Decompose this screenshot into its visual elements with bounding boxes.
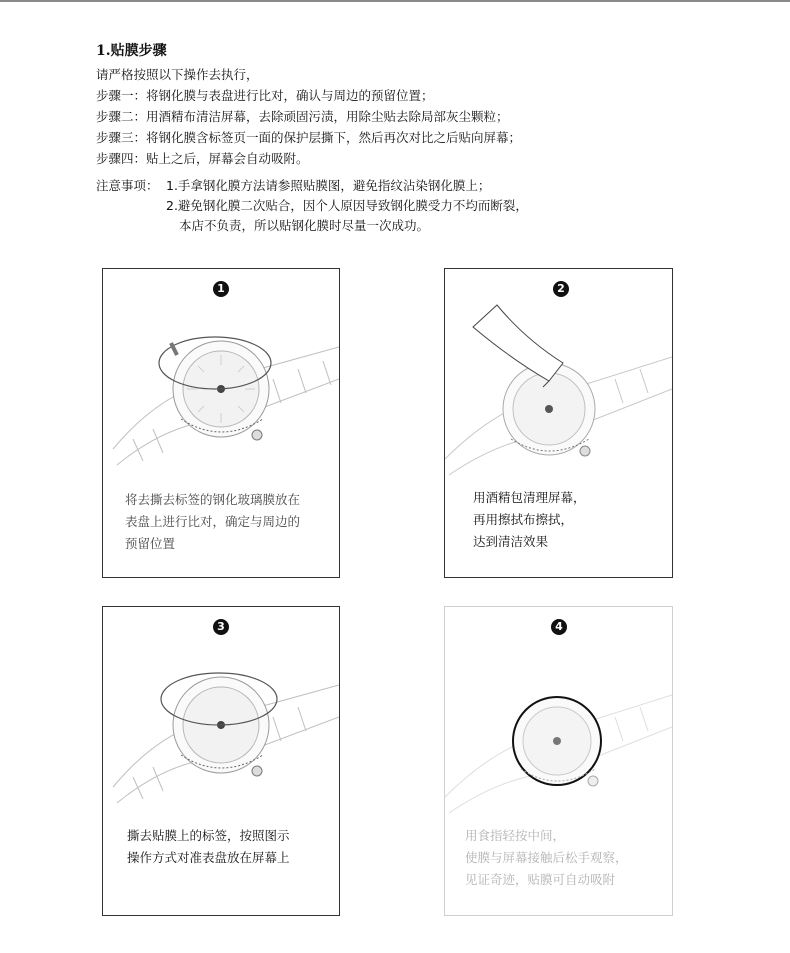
instruction-line: 步骤四：贴上之后，屏幕会自动吸附。: [96, 151, 309, 166]
step-caption: [127, 825, 290, 869]
caption-line: 预留位置: [125, 536, 176, 551]
caption-line: 使膜与屏幕接触后松手观察，: [465, 850, 628, 865]
note-line: 1.手拿钢化膜方法请参照贴膜图，避免指纹沾染钢化膜上；: [166, 178, 491, 193]
watch-illustration: [445, 607, 672, 817]
caption-line: 将去撕去标签的钢化玻璃膜放在: [125, 492, 301, 507]
caption-line: 见证奇迹，贴膜可自动吸附: [465, 872, 616, 887]
instruction-line: 步骤二：用酒精布清洁屏幕，去除顽固污渍，用除尘贴去除局部灰尘颗粒；: [96, 109, 509, 124]
top-divider: [0, 0, 790, 2]
step-caption: [465, 825, 628, 891]
caption-line: 操作方式对准表盘放在屏幕上: [127, 850, 290, 865]
instruction-line: 步骤三：将钢化膜含标签页一面的保护层撕下，然后再次对比之后贴向屏幕；: [96, 130, 522, 145]
step-caption: [125, 489, 300, 555]
step-number-badge: 2: [553, 281, 569, 297]
caption-line: 再用擦拭布擦拭，: [473, 512, 574, 527]
watch-illustration: [103, 269, 339, 479]
step-panel-1: [102, 268, 340, 578]
watch-illustration: [445, 269, 672, 479]
step-panel-2: [444, 268, 673, 578]
caption-line: 用酒精包清理屏幕，: [473, 490, 586, 505]
instructions: [96, 64, 521, 169]
note-line: 本店不负责，所以贴钢化膜时尽量一次成功。: [179, 218, 430, 233]
note-line: 2.避免钢化膜二次贴合，因个人原因导致钢化膜受力不均而断裂，: [166, 198, 528, 213]
section-title: 1.贴膜步骤: [96, 43, 167, 59]
step-number-badge: 4: [551, 619, 567, 635]
caption-line: 撕去贴膜上的标签，按照图示: [127, 828, 290, 843]
caption-line: 用食指轻按中间，: [465, 828, 566, 843]
caption-line: 表盘上进行比对，确定与周边的: [125, 514, 301, 529]
step-number-badge: 1: [213, 281, 229, 297]
step-caption: [473, 487, 586, 553]
step-panel-4: [444, 606, 673, 916]
step-number-badge: 3: [213, 619, 229, 635]
watch-illustration: [103, 607, 339, 817]
instruction-line: 请严格按照以下操作去执行，: [96, 67, 259, 82]
caption-line: 达到清洁效果: [473, 534, 549, 549]
instruction-line: 步骤一：将钢化膜与表盘进行比对，确认与周边的预留位置；: [96, 88, 434, 103]
notes-label: 注意事项：: [96, 178, 159, 193]
step-panel-3: [102, 606, 340, 916]
